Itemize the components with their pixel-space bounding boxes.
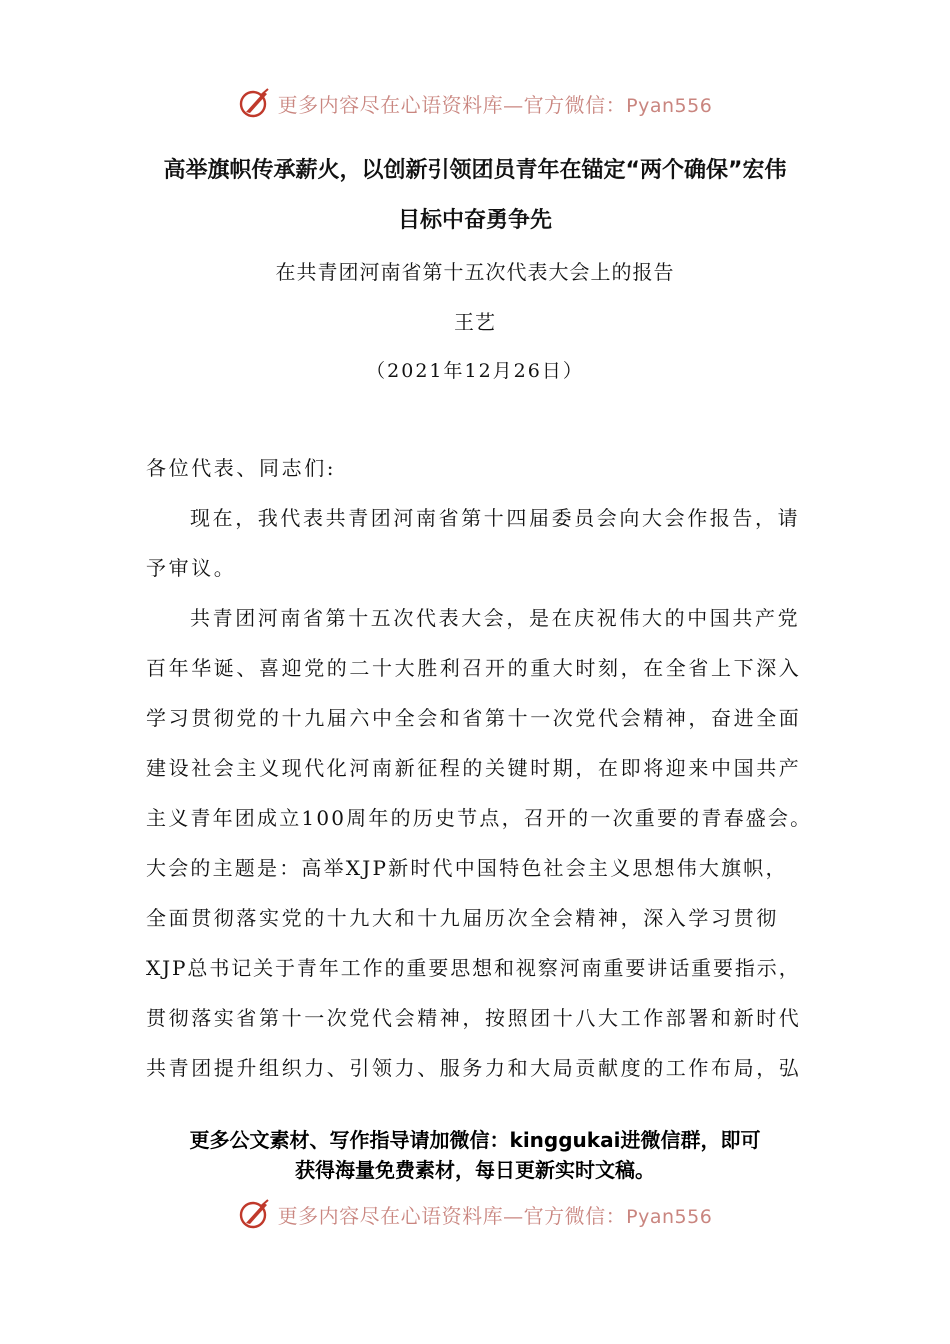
body-line: 共青团河南省第十五次代表大会，是在庆祝伟大的中国共产党 <box>190 606 801 630</box>
watermark-handle: Pyan556 <box>626 1205 713 1228</box>
body-line: 现在，我代表共青团河南省第十四届委员会向大会作报告，请 <box>190 506 801 530</box>
watermark-footer <box>0 1194 950 1234</box>
body-line: 大会的主题是：高举XJP新时代中国特色社会主义思想伟大旗帜， <box>146 856 788 880</box>
watermark-handle: Pyan556 <box>626 94 713 117</box>
body-line: 予审议。 <box>146 556 237 580</box>
greeting: 各位代表、同志们: <box>146 456 337 480</box>
quill-logo-icon <box>238 86 272 120</box>
watermark-header <box>0 83 950 123</box>
document-subtitle: 在共青团河南省第十五次代表大会上的报告 <box>275 260 675 284</box>
body-line: 建设社会主义现代化河南新征程的关键时期，在即将迎来中国共产 <box>146 756 802 780</box>
watermark-text: 更多内容尽在心语资料库—官方微信：Pyan556 <box>277 92 713 117</box>
document-date: （2021年12月26日） <box>366 360 584 382</box>
document-title-line-2: 目标中奋勇争先 <box>397 208 552 233</box>
body-line: XJP总书记关于青年工作的重要思想和视察河南重要讲话重要指示， <box>146 956 801 980</box>
promo-line-1: 更多公文素材、写作指导请加微信：kinggukai进微信群，即可 <box>189 1128 761 1152</box>
body-line: 主义青年团成立100周年的历史节点，召开的一次重要的青春盛会。 <box>146 806 813 830</box>
body-line: 全面贯彻落实党的十九大和十九届历次全会精神，深入学习贯彻 <box>146 906 779 930</box>
body-line: 共青团提升组织力、引领力、服务力和大局贡献度的工作布局，弘 <box>146 1056 802 1080</box>
watermark-text: 更多内容尽在心语资料库—官方微信：Pyan556 <box>277 1203 713 1228</box>
body-line: 百年华诞、喜迎党的二十大胜利召开的重大时刻，在全省上下深入 <box>146 656 802 680</box>
body-line: 学习贯彻党的十九届六中全会和省第十一次党代会精神，奋进全面 <box>146 706 802 730</box>
document-author: 王艺 <box>454 310 496 334</box>
body-line: 贯彻落实省第十一次党代会精神，按照团十八大工作部署和新时代 <box>146 1006 802 1030</box>
document-title-line-1: 高举旗帜传承薪火，以创新引领团员青年在锚定“两个确保”宏伟 <box>163 158 787 183</box>
promo-line-2: 获得海量免费素材，每日更新实时文稿。 <box>295 1158 655 1182</box>
quill-logo-icon <box>238 1197 272 1231</box>
